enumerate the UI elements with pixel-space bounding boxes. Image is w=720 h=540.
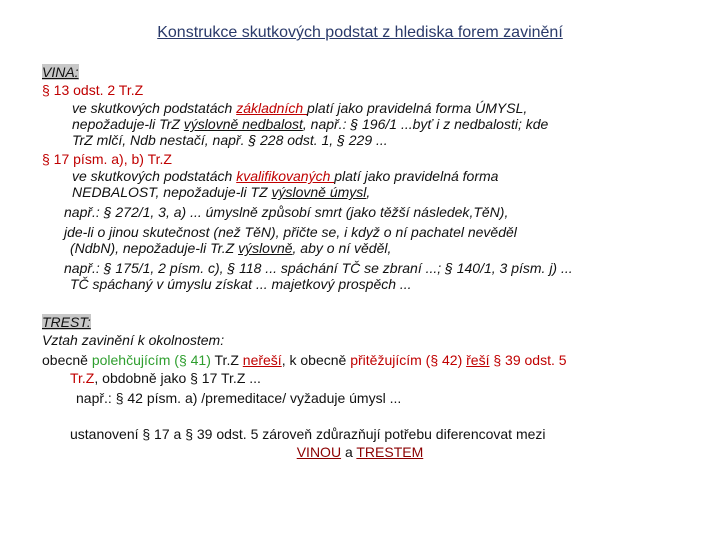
s13-line1: ve skutkových podstatách základních platí jako pravidelná forma ÚMYSL,: [72, 100, 528, 116]
trest-heading: TREST:: [42, 314, 91, 330]
s13-line3: TrZ mlčí, Ndb nestačí, např. § 228 odst. 1, § 229 ...: [72, 132, 388, 148]
s13-line2: nepožaduje-li TrZ výslovně nedbalost, např.: § 196/1 ...byť i z nedbalosti; kde: [72, 116, 549, 132]
s13-ref: § 13 odst. 2 Tr.Z: [42, 82, 144, 98]
vina-heading: VINA:: [42, 64, 79, 80]
s17-line1: ve skutkových podstatách kvalifikovaných platí jako pravidelná forma: [72, 168, 499, 184]
trest-line1: Vztah zavinění k okolnostem:: [42, 332, 225, 348]
trest-line2: obecně polehčujícím (§ 41) Tr.Z neřeší, k obecně přitěžujícím (§ 42) řeší § 39 odst. 5: [42, 352, 567, 368]
trest-line3: Tr.Z, obdobně jako § 17 Tr.Z ...: [70, 370, 261, 386]
s17-line2: NEDBALOST, nepožaduje-li TZ výslovně úmysl,: [72, 184, 371, 200]
s17-line3: např.: § 272/1, 3, a) ... úmyslně způsobí smrt (jako těžší následek,TěN),: [64, 204, 509, 220]
slide-title: Konstrukce skutkových podstat z hlediska forem zavinění: [157, 24, 563, 41]
s17-line4: jde-li o jinou skutečnost (než TěN), přičte se, i když o ní pachatel nevěděl: [64, 224, 517, 240]
s17-ref: § 17 písm. a), b) Tr.Z: [42, 151, 172, 167]
s17-line7: TČ spáchaný v úmyslu získat ... majetkový prospěch ...: [70, 276, 412, 292]
s17-line5: (NdbN), nepožaduje-li Tr.Z výslovně, aby o ní věděl,: [70, 240, 392, 256]
footer-line2: VINOU a TRESTEM: [296, 444, 424, 460]
s17-line6: např.: § 175/1, 2 písm. c), § 118 ... spáchání TČ se zbraní ...; § 140/1, 3 písm. j) ...: [64, 260, 573, 276]
trest-line4: např.: § 42 písm. a) /premeditace/ vyžaduje úmysl ...: [76, 390, 402, 406]
footer-line1: ustanovení § 17 a § 39 odst. 5 zároveň zdůrazňují potřebu diferencovat mezi: [70, 426, 546, 442]
